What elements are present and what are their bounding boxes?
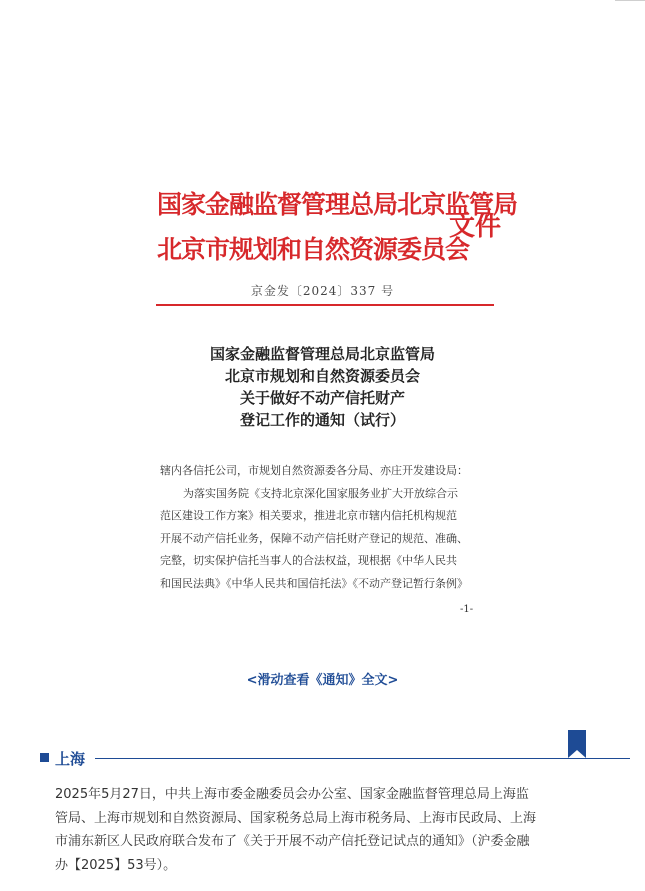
paragraph-line: 完整，切实保护信托当事人的合法权益，现根据《中华人民共 [160,554,457,567]
recipients-line: 辖内各信托公司，市规划自然资源委各分局、亦庄开发建设局： [160,464,468,477]
section-header [40,730,630,770]
issuer-line: 北京市规划和自然资源委员会 [157,235,470,264]
section-divider [95,758,630,759]
section-body [55,783,625,877]
paragraph-line: 为落实国务院《支持北京深化国家服务业扩大开放综合示 [183,486,458,500]
document-suffix: 文件 [449,212,502,242]
document-header [157,185,518,275]
issuer-line: 国家金融监督管理总局北京监管局 [157,190,518,219]
bookmark-icon [568,730,586,758]
paragraph-line: 开展不动产信托业务，保障不动产信托财产登记的规范、准确、 [160,531,468,545]
title-line: 北京市规划和自然资源委员会 [224,367,420,385]
body-line: 办【2025】53号）。 [55,857,177,873]
section-title: 上海 [55,750,86,768]
title-line: 登记工作的通知（试行） [239,411,405,429]
body-line: 市浦东新区人民政府联合发布了《关于开展不动产信托登记试点的通知》（沪委金融 [55,834,530,849]
body-line: 2025年5月27日，中共上海市委金融委员会办公室、国家金融监督管理总局上海监 [55,787,529,802]
body-line: 管局、上海市规划和自然资源局、国家税务总局上海市税务局、上海市民政局、上海 [55,810,537,826]
title-line: 关于做好不动产信托财产 [239,389,405,407]
red-divider [156,304,494,306]
paragraph-line: 范区建设工作方案》相关要求，推进北京市辖内信托机构规范 [160,509,457,522]
scroll-hint-link[interactable]: <滑动查看《通知》全文> [246,673,399,688]
document-body [160,460,500,595]
page-number: -1- [460,604,474,615]
document-number: 京金发〔2024〕337 号 [250,284,395,298]
document-title [0,343,645,431]
title-line: 国家金融监督管理总局北京监管局 [209,345,435,363]
paragraph-line: 和国民法典》《中华人民共和国信托法》《不动产登记暂行条例》 [160,576,468,590]
section-marker [40,753,49,762]
